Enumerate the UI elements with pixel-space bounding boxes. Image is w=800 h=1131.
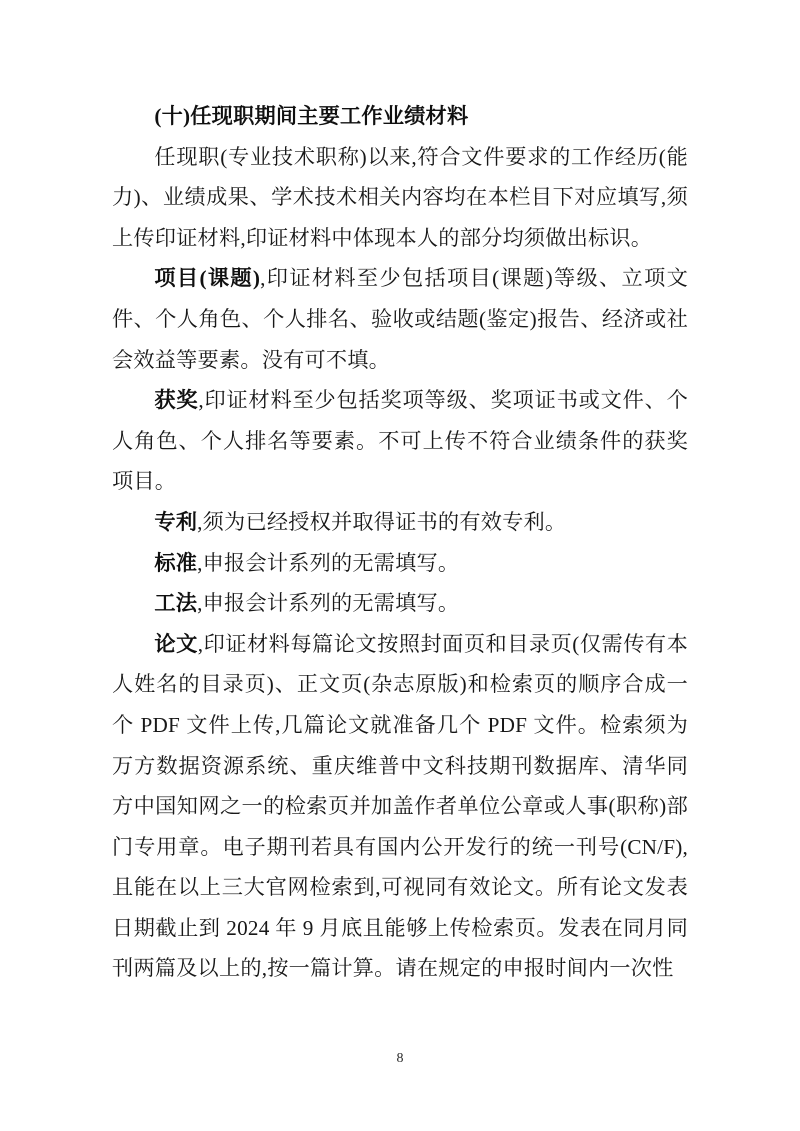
paragraph-method [112, 583, 688, 624]
page-number: 8 [396, 1051, 404, 1066]
paragraph-method-text: ,申报会计系列的无需填写。 [197, 591, 460, 616]
paragraph-standard-lead: 标准 [154, 550, 198, 575]
paragraph-award-text: ,印证材料至少包括奖项等级、奖项证书或文件、个人角色、个人排名等要素。不可上传不符合业绩条件的获奖项目。 [112, 388, 688, 494]
paragraph-patent-lead: 专利 [154, 509, 198, 534]
paragraph-intro [112, 137, 688, 259]
paragraph-patent-text: ,须为已经授权并取得证书的有效专利。 [197, 509, 567, 534]
paragraph-project [112, 258, 688, 380]
paragraph-thesis-text: ,印证材料每篇论文按照封面页和目录页(仅需传有本人姓名的目录页)、正文页(杂志原版)和检索页的顺序合成一个 PDF 文件上传,几篇论文就准备几个 PDF 文件。检索须为万方数据资源系统、重庆维普中文科技期刊数据库、清华同方中国知网之一的检索页并加盖作者单位公章或人事(职称)部门专用章。电子期刊若具有国内公开发行的统一刊号(CN/F),且能在以上三大官网检索到,可视同有效论文。所有论文发表日期截止到 2024 年 9 月底且能够上传检索页。发表在同月同刊两篇及以上的,按一篇计算。请在规定的申报时间内一次性 [112, 631, 689, 981]
document-body [112, 96, 688, 989]
paragraph-patent [112, 502, 688, 543]
paragraph-thesis-lead: 论文 [154, 631, 198, 656]
paragraph-standard-text: ,申报会计系列的无需填写。 [197, 550, 460, 575]
paragraph-intro-text: 任现职(专业技术职称)以来,符合文件要求的工作经历(能力)、业绩成果、学术技术相关内容均在本栏目下对应填写,须上传印证材料,印证材料中体现本人的部分均须做出标识。 [112, 144, 688, 250]
section-heading: (十)任现职期间主要工作业绩材料 [154, 104, 469, 128]
paragraph-project-text: ,印证材料至少包括项目(课题)等级、立项文件、个人角色、个人排名、验收或结题(鉴定)报告、经济或社会效益等要素。没有可不填。 [112, 266, 689, 372]
paragraph-award-lead: 获奖 [154, 388, 199, 413]
paragraph-award [112, 380, 688, 502]
paragraph-thesis [112, 624, 688, 989]
paragraph-method-lead: 工法 [154, 591, 198, 616]
paragraph-project-lead: 项目(课题) [154, 266, 261, 291]
paragraph-standard [112, 543, 688, 584]
